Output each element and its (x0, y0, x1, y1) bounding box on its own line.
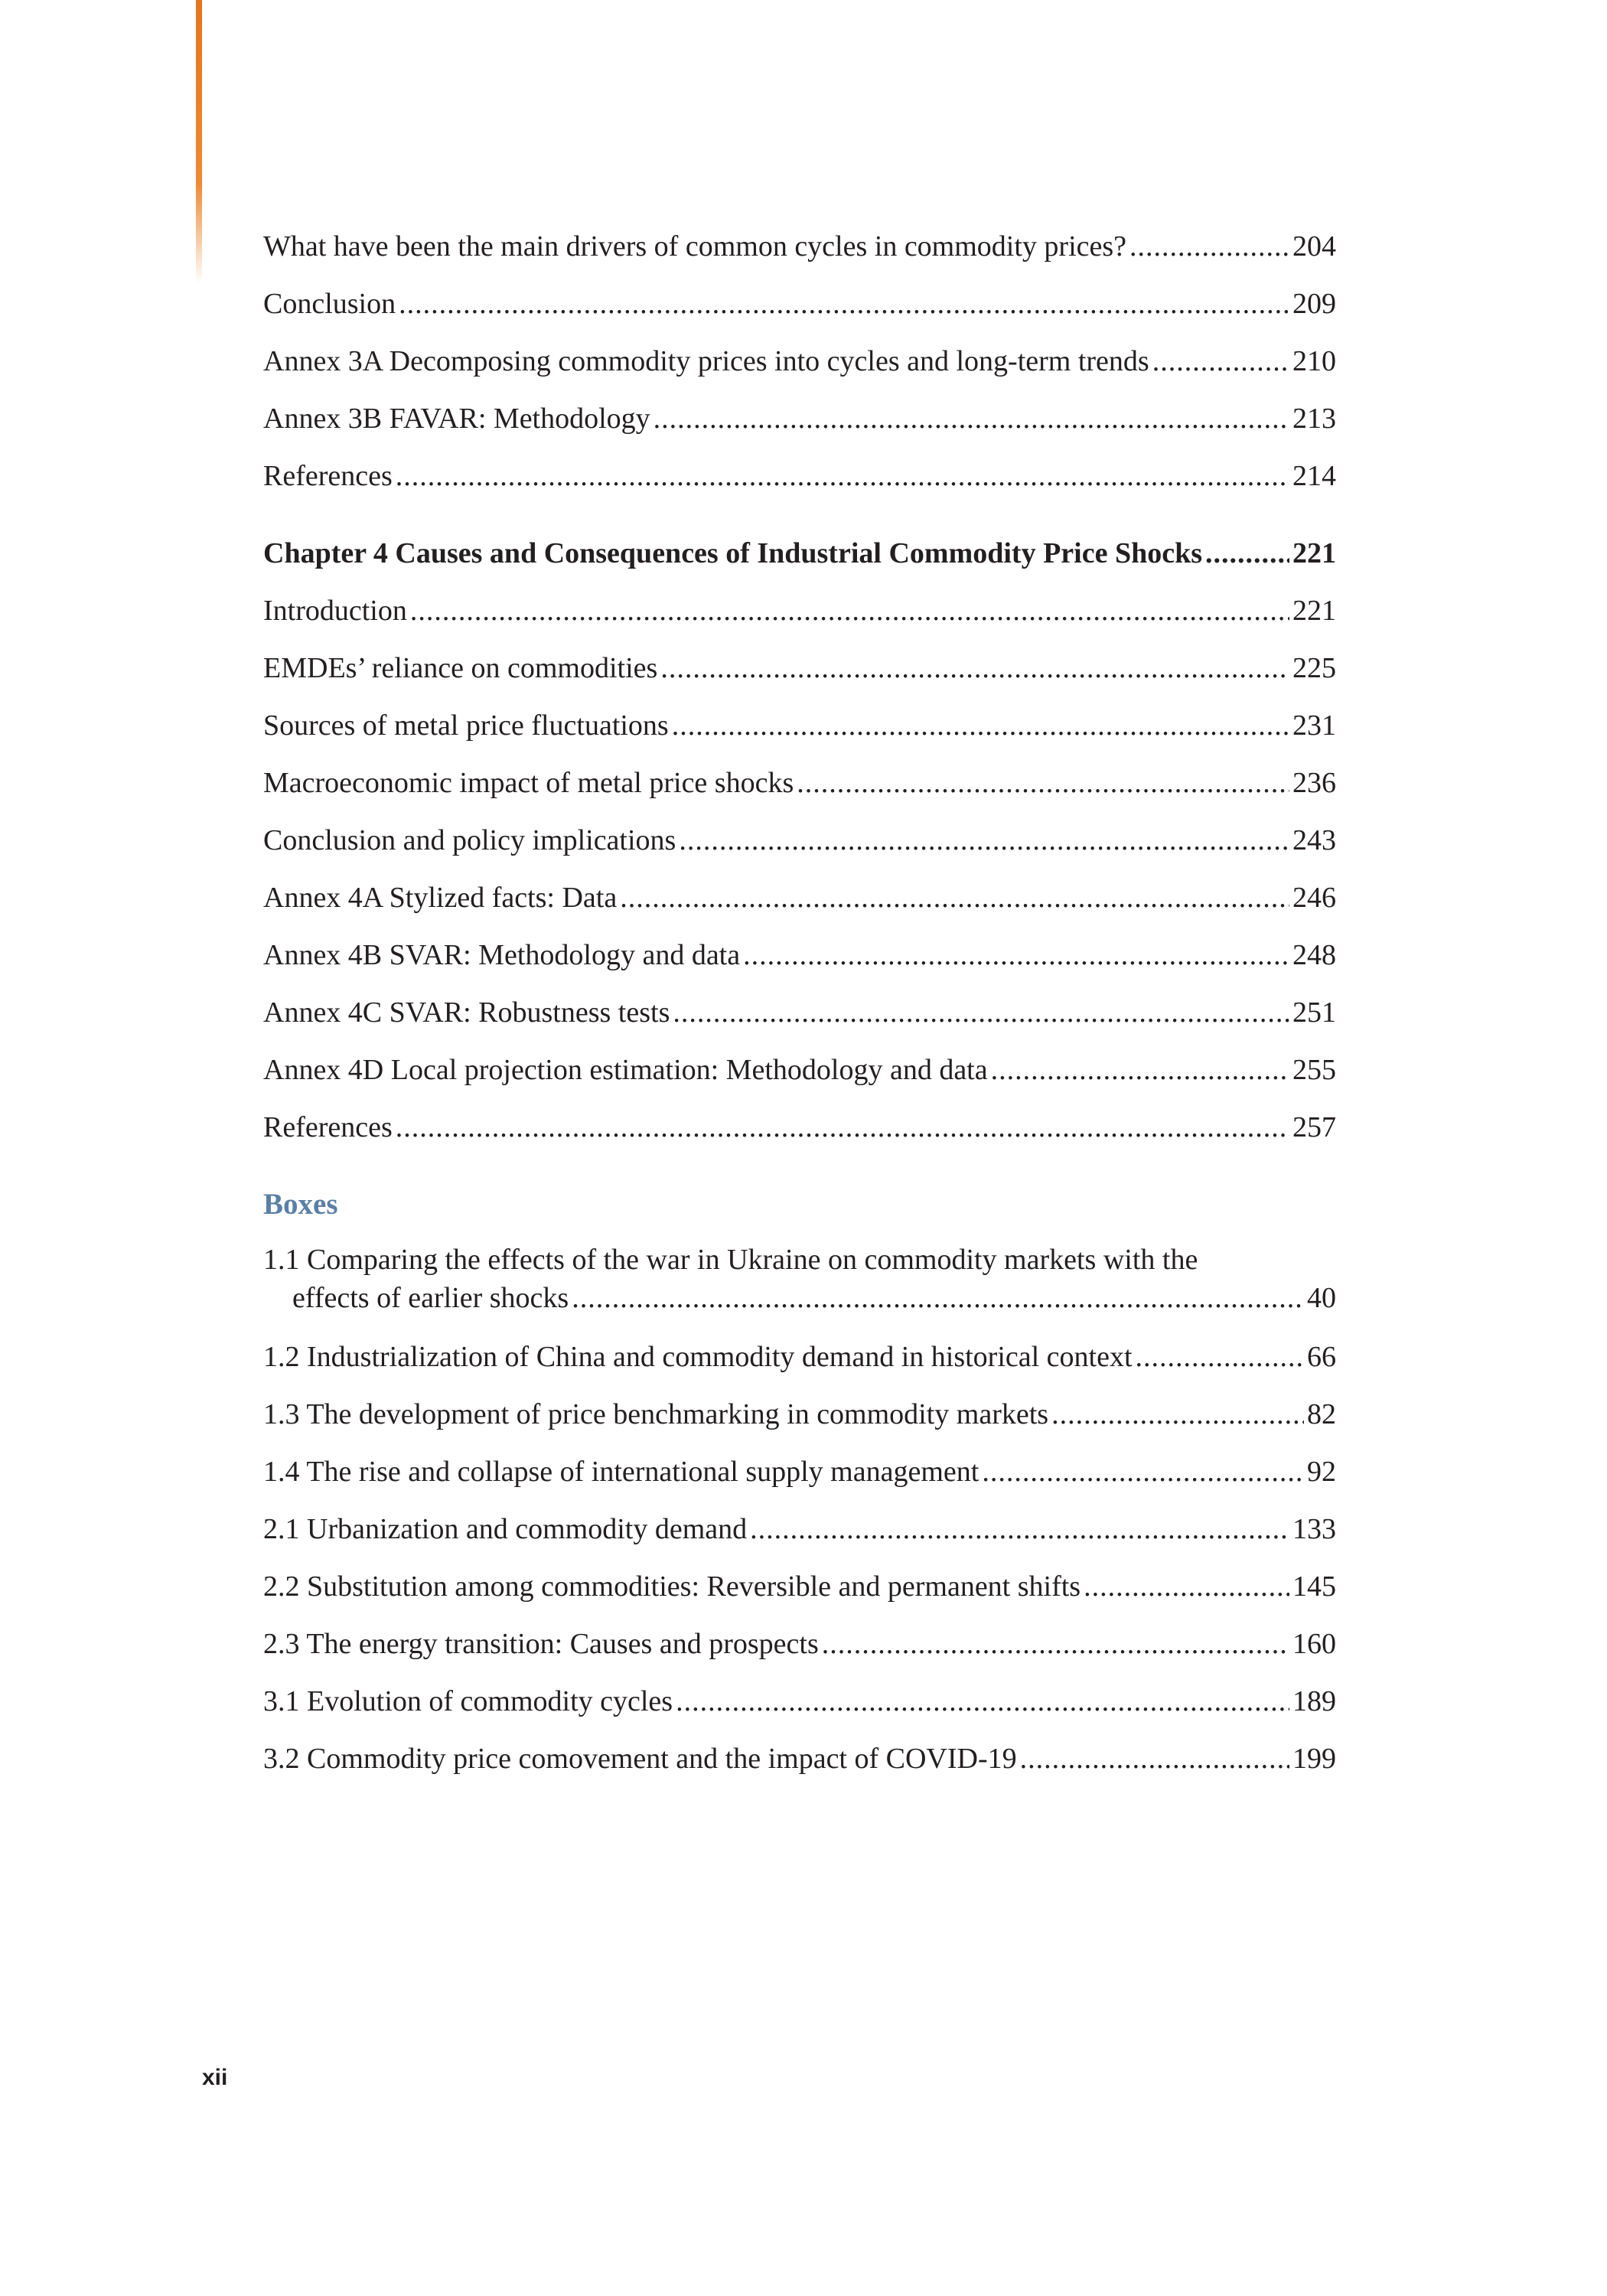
box-entry-page: 66 (1307, 1341, 1336, 1373)
box-entry[interactable] (263, 1682, 1336, 1720)
box-entry[interactable] (263, 1567, 1336, 1606)
toc-entry[interactable] (263, 285, 1336, 323)
toc-entry-title: Conclusion and policy implications (263, 824, 676, 856)
leader-dots (679, 821, 1289, 859)
boxes-heading: Boxes (263, 1188, 338, 1221)
orange-accent-bar (196, 0, 202, 283)
leader-dots (672, 706, 1289, 745)
box-entry-line2 (263, 1279, 1336, 1317)
box-entry-page: 92 (1307, 1456, 1336, 1488)
toc-entry-page: 204 (1292, 230, 1336, 263)
leader-dots (660, 649, 1289, 687)
toc-entry-title: Annex 4D Local projection estimation: Methodology and data (263, 1054, 988, 1086)
toc-entry-page: 243 (1292, 824, 1336, 856)
leader-dots (1020, 1740, 1289, 1778)
toc-entry-page: 213 (1292, 403, 1336, 435)
toc-entry-page: 248 (1292, 939, 1336, 971)
leader-dots (991, 1051, 1289, 1089)
toc-entry[interactable] (263, 879, 1336, 917)
toc-entry[interactable] (263, 227, 1336, 266)
toc-entry-title: Conclusion (263, 288, 396, 320)
leader-dots (743, 936, 1289, 974)
box-entry-page: 82 (1307, 1398, 1336, 1430)
toc-entry-page: 236 (1292, 767, 1336, 799)
box-entry-title: 1.4 The rise and collapse of international supply management (263, 1456, 980, 1488)
toc-entry-title: Annex 3B FAVAR: Methodology (263, 403, 650, 435)
leader-dots (1152, 342, 1289, 380)
toc-entry-page: 225 (1292, 652, 1336, 684)
box-entry[interactable] (263, 1241, 1336, 1317)
chapter-title: Chapter 4 Causes and Consequences of Industrial Commodity Price Shocks (263, 537, 1203, 569)
toc-entry[interactable] (263, 400, 1336, 438)
toc-entry[interactable] (263, 342, 1336, 380)
box-entry[interactable] (263, 1625, 1336, 1663)
toc-entry-page: 246 (1292, 882, 1336, 914)
leader-dots (797, 764, 1289, 802)
leader-dots (396, 1108, 1289, 1146)
toc-entry-page: 221 (1292, 595, 1336, 627)
toc-entry[interactable] (263, 936, 1336, 974)
toc-entry[interactable] (263, 649, 1336, 687)
leader-dots (654, 400, 1289, 438)
box-entry-page: 145 (1292, 1570, 1336, 1603)
leader-dots (982, 1453, 1304, 1491)
page-number: xii (202, 2065, 228, 2090)
toc-entry-title: Annex 4C SVAR: Robustness tests (263, 996, 670, 1029)
toc-entry[interactable] (263, 993, 1336, 1032)
leader-dots (396, 457, 1289, 495)
leader-dots (1051, 1395, 1304, 1433)
toc-entry[interactable] (263, 764, 1336, 802)
leader-dots (1129, 227, 1289, 266)
toc-entry-page: 255 (1292, 1054, 1336, 1086)
toc-entry-page: 231 (1292, 709, 1336, 742)
box-entry[interactable] (263, 1740, 1336, 1778)
chapter-page: 221 (1292, 537, 1336, 569)
toc-entry-title: Annex 4A Stylized facts: Data (263, 882, 618, 914)
toc-entry-page: 214 (1292, 460, 1336, 492)
toc-entry-title: Introduction (263, 595, 407, 627)
box-entry-page: 133 (1292, 1513, 1336, 1545)
toc-entry-page: 209 (1292, 288, 1336, 320)
toc-entry-title: References (263, 460, 393, 492)
leader-dots (399, 285, 1289, 323)
toc-entry-title: EMDEs’ reliance on commodities (263, 652, 658, 684)
leader-dots (1084, 1567, 1289, 1606)
box-entry-title: 2.3 The energy transition: Causes and prospects (263, 1628, 819, 1660)
chapter-4-entry[interactable] (263, 534, 1336, 572)
box-entry-title: 2.2 Substitution among commodities: Reversible and permanent shifts (263, 1570, 1081, 1603)
leader-dots (410, 592, 1289, 630)
leader-dots (822, 1625, 1289, 1663)
toc-entry-title: Annex 4B SVAR: Methodology and data (263, 939, 741, 971)
toc-entry-title: What have been the main drivers of common cycles in commodity prices? (263, 230, 1127, 263)
toc-entry[interactable] (263, 706, 1336, 745)
box-entry-title-line1: 1.1 Comparing the effects of the war in Ukraine on commodity markets with the (263, 1244, 1198, 1276)
box-entry-title: 1.3 The development of price benchmarking in commodity markets (263, 1398, 1049, 1430)
box-entry[interactable] (263, 1338, 1336, 1376)
toc-entry[interactable] (263, 1108, 1336, 1146)
leader-dots (1205, 534, 1289, 572)
box-entry-page: 40 (1307, 1282, 1336, 1314)
box-entry-page: 189 (1292, 1685, 1336, 1717)
toc-entry-page: 251 (1292, 996, 1336, 1029)
leader-dots (673, 993, 1289, 1032)
box-entry[interactable] (263, 1395, 1336, 1433)
box-entry[interactable] (263, 1453, 1336, 1491)
leader-dots (1136, 1338, 1304, 1376)
toc-entry[interactable] (263, 457, 1336, 495)
leader-dots (750, 1510, 1289, 1548)
box-entry-title: 2.1 Urbanization and commodity demand (263, 1513, 748, 1545)
toc-entry-title: References (263, 1111, 393, 1143)
box-entry-title: 1.2 Industrialization of China and commodity demand in historical context (263, 1341, 1133, 1373)
toc-entry-page: 210 (1292, 345, 1336, 377)
box-entry-page: 199 (1292, 1743, 1336, 1775)
toc-entry-title: Macroeconomic impact of metal price shocks (263, 767, 794, 799)
toc-entry-title: Annex 3A Decomposing commodity prices into cycles and long-term trends (263, 345, 1149, 377)
toc-entry-page: 257 (1292, 1111, 1336, 1143)
leader-dots (572, 1279, 1304, 1317)
box-entry-title: 3.1 Evolution of commodity cycles (263, 1685, 673, 1717)
box-entry-title-line2: effects of earlier shocks (292, 1282, 569, 1314)
toc-entry[interactable] (263, 592, 1336, 630)
box-entry[interactable] (263, 1510, 1336, 1548)
box-entry-page: 160 (1292, 1628, 1336, 1660)
leader-dots (676, 1682, 1289, 1720)
leader-dots (620, 879, 1289, 917)
toc-entry-title: Sources of metal price fluctuations (263, 709, 669, 742)
toc-entry[interactable] (263, 821, 1336, 859)
toc-entry[interactable] (263, 1051, 1336, 1089)
box-entry-title: 3.2 Commodity price comovement and the impact of COVID-19 (263, 1743, 1017, 1775)
